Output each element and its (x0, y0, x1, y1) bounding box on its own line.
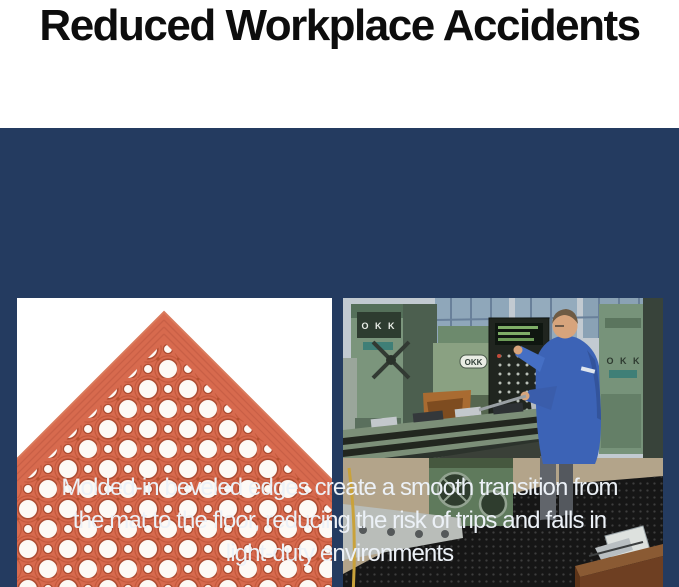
caption-line-3: light-duty environments (225, 540, 454, 567)
caption (0, 471, 679, 570)
right-milling-machine (599, 298, 663, 458)
okk-label-center: OKK (464, 358, 483, 367)
caption-line-2: the mat to the floor, reducing the risk of trips and falls in (72, 507, 607, 534)
okk-label-right: O K K (606, 356, 642, 366)
okk-label-left: O K K (361, 321, 397, 331)
page-title: Reduced Workplace Accidents (39, 1, 640, 50)
worker-hand (514, 346, 523, 355)
caption-line-1: Molded-in beveled edges create a smooth transition from (61, 474, 618, 501)
